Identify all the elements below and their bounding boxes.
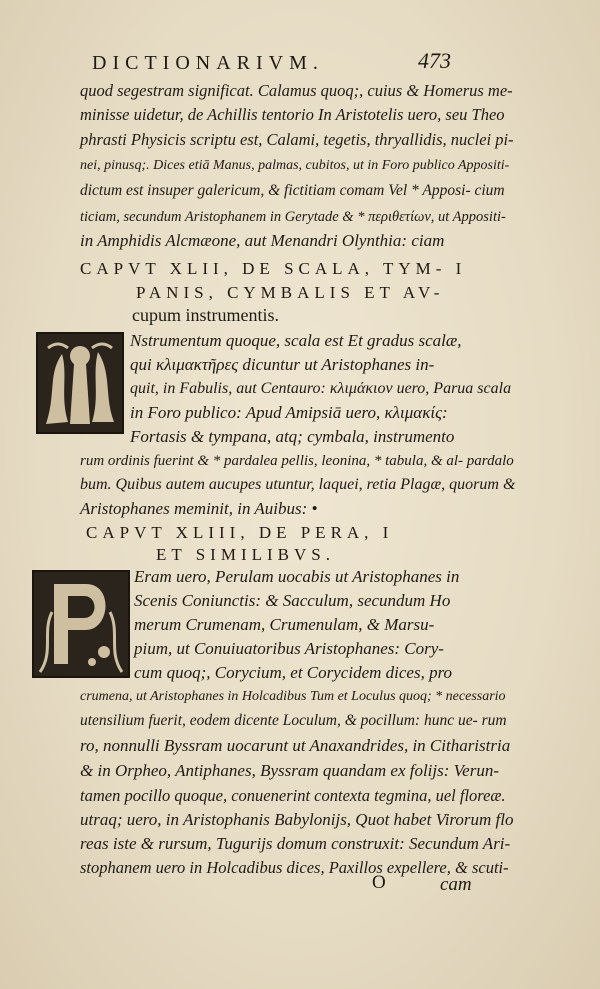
text-line: nei, pinusq;. Dices etiā Manus, palmas, cubitos, ut in Foro publico Appositi- bbox=[80, 158, 510, 173]
text-line: qui κλιμακτῆρες dicuntur ut Aristophanes in- bbox=[130, 355, 435, 374]
running-title: DICTIONARIVM. bbox=[92, 52, 324, 74]
catchword: cam bbox=[440, 874, 472, 895]
text-line: Scenis Coniunctis: & Sacculum, secundum Ho bbox=[134, 591, 451, 610]
text-line: ticiam, secundum Aristophanem in Gerytade & * περιθετίων, ut Appositi- bbox=[80, 209, 506, 225]
ornament-icon bbox=[38, 334, 122, 432]
text-line: tamen pocillo quoque, conuenerint contexta tegmina, uel floreæ. bbox=[80, 786, 506, 805]
text-line: Fortasis & tympana, atq; cymbala, instrumento bbox=[130, 427, 455, 446]
chapter-heading: CAPVT XLII, DE SCALA, TYM- I bbox=[80, 259, 467, 278]
text-line: quod segestram significat. Calamus quoq;, cuius & Homerus me- bbox=[80, 81, 513, 100]
chapter-heading: PANIS, CYMBALIS ET AV- bbox=[136, 283, 445, 302]
text-line: rum ordinis fuerint & * pardalea pellis, leonina, * tabula, & al- pardalo bbox=[80, 453, 514, 469]
text-line: stophanem uero in Holcadibus dices, Paxillos expellere, & scuti- bbox=[80, 858, 509, 877]
text-line: reas iste & rursum, Tugurijs domum construxit: Secundum Ari- bbox=[80, 834, 511, 853]
text-line: phrasti Physicis scriptu est, Calami, tegetis, thryallidis, nuclei pi- bbox=[80, 130, 514, 149]
text-line: merum Crumenam, Crumenulam, & Marsu- bbox=[134, 615, 435, 634]
text-line: utraq; uero, in Aristophanis Babylonijs, Quot habet Virorum flo bbox=[80, 810, 514, 829]
text-line: dictum est insuper galericum, & fictitiam comam Vel * Apposi- cium bbox=[80, 182, 505, 199]
text-line: quit, in Fabulis, aut Centauro: κλιμάκιον uero, Parua scala bbox=[130, 380, 512, 397]
signature-mark: O bbox=[372, 872, 386, 893]
chapter-heading: CAPVT XLIII, DE PERA, I bbox=[86, 523, 394, 542]
text-line: bum. Quibus autem aucupes utuntur, laquei, retia Plagæ, quorum & bbox=[80, 476, 516, 493]
decorated-initial-p bbox=[32, 570, 130, 678]
text-line: cum quoq;, Corycium, et Corycidem dices, pro bbox=[134, 663, 453, 682]
text-line: Eram uero, Perulam uocabis ut Aristophanes in bbox=[134, 567, 460, 586]
text-line: utensilium fuerit, eodem dicente Loculum, & pocillum: hunc ue- rum bbox=[80, 712, 507, 729]
text-line: minisse uidetur, de Achillis tentorio In Aristotelis uero, seu Theo bbox=[80, 105, 505, 124]
text-line: & in Orpheo, Antiphanes, Byssram quandam ex folijs: Verun- bbox=[80, 761, 499, 780]
text-line: crumena, ut Aristophanes in Holcadibus Tum et Loculus quoq; * necessario bbox=[80, 689, 506, 704]
text-line: in Foro publico: Apud Amipsiā uero, κλιμακίς: bbox=[130, 403, 448, 422]
text-line: Aristophanes meminit, in Auibus: • bbox=[80, 499, 318, 518]
chapter-subheading: cupum instrumentis. bbox=[132, 305, 279, 325]
text-line: Nstrumentum quoque, scala est Et gradus scalæ, bbox=[130, 331, 462, 350]
page-number: 473 bbox=[418, 48, 451, 73]
chapter-heading: ET SIMILIBVS. bbox=[156, 545, 335, 564]
decorated-initial-i bbox=[36, 332, 124, 434]
text-line: in Amphidis Alcmæone, aut Menandri Olynthia: ciam bbox=[80, 231, 445, 250]
text-line: pium, ut Conuiuatoribus Aristophanes: Cory- bbox=[134, 639, 444, 658]
text-line: ro, nonnulli Byssram uocarunt ut Anaxandrides, in Citharistria bbox=[80, 736, 511, 755]
ornament-icon bbox=[34, 572, 128, 676]
